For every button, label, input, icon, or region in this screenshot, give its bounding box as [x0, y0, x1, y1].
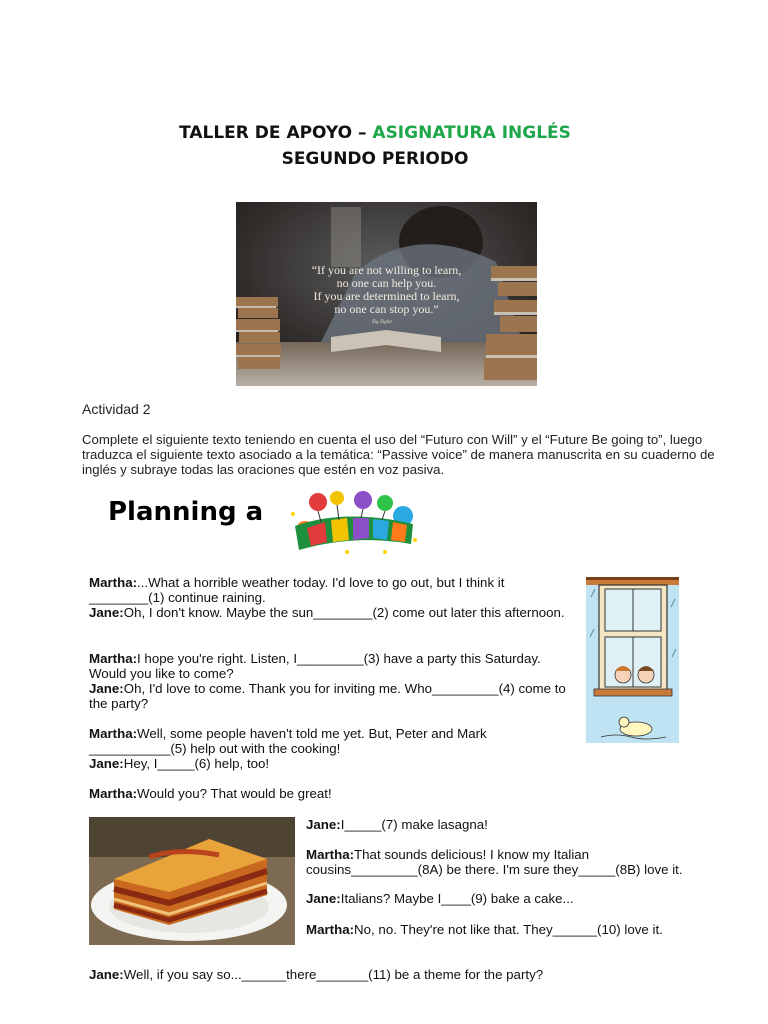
line-text: Italians? Maybe I____(9) bake a cake... [340, 891, 574, 906]
title-subject: ASIGNATURA INGLÉS [372, 123, 571, 143]
line-text: Well, if you say so...______there_______(11) be a theme for the party? [123, 967, 544, 982]
activity-instructions: Complete el siguiente texto teniendo en cuenta el uso del “Futuro con Will” y el “Future Be going to”, luego traduzca el siguiente texto asociado a la temática: “Passive voice” de manera manuscrita en su cuaderno de inglés y subraye todas las oraciones que estén en voz pasiva. [82, 432, 715, 477]
speaker: Jane: [89, 681, 124, 696]
line-text: No, no. They're not like that. They______(10) love it. [354, 922, 663, 937]
speaker: Martha: [89, 786, 138, 801]
line-text: ...What a horrible weather today. I'd love to go out, but I think it ________(1) continue raining. [89, 575, 505, 605]
party-logo [285, 490, 420, 558]
speaker: Jane: [89, 605, 124, 620]
speaker: Martha: [89, 575, 138, 590]
title-part1: TALLER DE APOYO – [179, 123, 373, 143]
window-illustration [586, 577, 679, 743]
kids-at-window-image [586, 577, 679, 743]
lasagna-photo [89, 817, 295, 945]
speaker: Martha: [89, 651, 138, 666]
line-text: That sounds delicious! I know my Italian cousins_________(8A) be there. I'm sure they_____(8B) love it. [306, 847, 683, 877]
speaker: Martha: [306, 922, 355, 937]
quote-text: “If you are not willing to learn, no one can help you. If you are determined to learn, no one can stop you.” [311, 263, 462, 316]
dialogue-line-2 [89, 605, 567, 620]
dialogue-line-6 [89, 756, 567, 771]
activity-label: Actividad 2 [82, 401, 151, 417]
line-text: Oh, I'd love to come. Thank you for inviting me. Who_________(4) come to the party? [89, 681, 566, 711]
dialogue-line-3 [89, 651, 567, 681]
line-text: I hope you're right. Listen, I_________(3) have a party this Saturday. Would you like to come? [89, 651, 541, 681]
speaker: Jane: [306, 817, 341, 832]
line-text: Would you? That would be great! [137, 786, 332, 801]
dialogue-line-4 [89, 681, 567, 711]
lasagna-image [89, 817, 295, 945]
line-text: Well, some people haven't told me yet. But, Peter and Mark ___________(5) help out with the cooking! [89, 726, 487, 756]
speaker: Martha: [89, 726, 138, 741]
speaker: Jane: [89, 756, 124, 771]
dialogue-line-8 [306, 817, 686, 832]
dialogue-line-10 [306, 891, 686, 906]
line-text: Hey, I_____(6) help, too! [123, 756, 270, 771]
line-text: Oh, I don't know. Maybe the sun________(2) come out later this afternoon. [123, 605, 565, 620]
quote-author: Zig Ziglar [372, 320, 393, 325]
page-title [0, 123, 750, 143]
speaker: Jane: [306, 891, 341, 906]
planning-heading: Planning a [108, 497, 264, 527]
party-balloons-icon [285, 490, 420, 558]
line-text: I_____(7) make lasagna! [340, 817, 488, 832]
page-subtitle: SEGUNDO PERIODO [281, 149, 469, 169]
dialogue-line-1 [89, 575, 567, 605]
dialogue-line-12 [89, 967, 567, 982]
dialogue-line-7 [89, 786, 567, 801]
quote-photo [236, 202, 537, 386]
dialogue-line-11 [306, 922, 686, 937]
speaker: Jane: [89, 967, 124, 982]
dialogue-line-9 [306, 847, 686, 877]
speaker: Martha: [306, 847, 355, 862]
dialogue-line-5 [89, 726, 567, 756]
